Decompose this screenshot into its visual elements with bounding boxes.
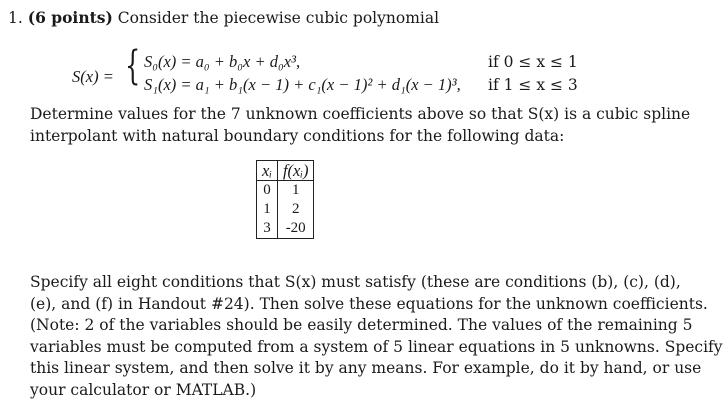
table-header-x: xᵢ [257,161,278,181]
table-cell-x: 1 [257,200,278,219]
table-cell-fx: 2 [277,200,314,219]
instructions-line: this linear system, and then solve it by any means. For example, do it by hand, or use [30,358,616,380]
left-brace: { [125,46,140,86]
instructions-line: variables must be computed from a system of 5 linear equations in 5 unknowns. Specify [30,337,616,359]
table-cell-fx: 1 [277,181,314,201]
spline-row1-expression: S₁(x) = a₁ + b₁(x − 1) + c₁(x − 1)² + d₁(x − 1)³, [144,75,461,95]
determine-line-1: Determine values for the 7 unknown coefficients above so that S(x) is a cubic spline [30,104,616,126]
table-row [257,219,314,239]
problem-header [8,7,439,29]
determine-line-2: interpolant with natural boundary conditions for the following data: [30,126,616,148]
table-cell-x: 3 [257,219,278,239]
problem-points: (6 points) [28,8,113,27]
spline-row1-condition: if 1 ≤ x ≤ 3 [488,75,578,96]
table-header-fx: f(xᵢ) [277,161,314,181]
data-table-wrapper [256,160,314,239]
problem-intro: Consider the piecewise cubic polynomial [118,9,439,27]
determine-paragraph [30,104,616,147]
spline-row0-condition: if 0 ≤ x ≤ 1 [488,52,578,73]
table-cell-fx: -20 [277,219,314,239]
table-cell-x: 0 [257,181,278,201]
problem-number: 1. [8,9,23,27]
spline-row0-expression: S₀(x) = a₀ + b₀x + d₀x³, [144,52,300,72]
table-header-row [257,161,314,181]
instructions-line: (e), and (f) in Handout #24). Then solve these equations for the unknown coefficients. [30,294,616,316]
instructions-line: Specify all eight conditions that S(x) must satisfy (these are conditions (b), (c), (d), [30,272,616,294]
spline-lhs: S(x) = [72,67,114,87]
table-row [257,200,314,219]
instructions-paragraph [30,272,616,401]
instructions-line: (Note: 2 of the variables should be easily determined. The values of the remaining 5 [30,315,616,337]
data-table [256,160,314,239]
table-row [257,181,314,201]
instructions-line: your calculator or MATLAB.) [30,380,616,401]
